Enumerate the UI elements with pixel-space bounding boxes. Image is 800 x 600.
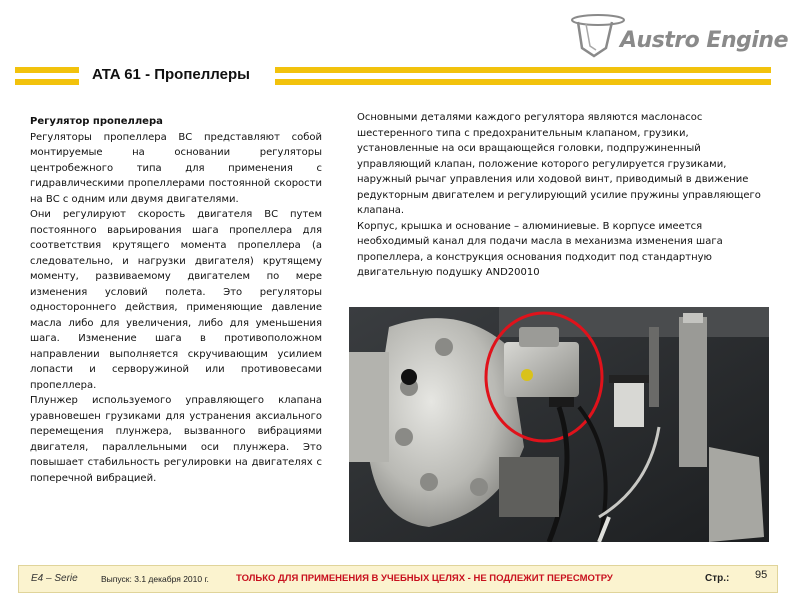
footer-bar (18, 565, 778, 593)
left-text-column (30, 114, 322, 486)
header-accent-bar-left (15, 67, 79, 85)
austro-engine-logo (568, 8, 788, 60)
footer-page-number: 95 (755, 569, 768, 581)
footer-series: E4 – Serie (31, 573, 78, 584)
left-paragraph-2: Они регулируют скорость двигателя ВС путем постоянного варьирования шага пропеллера для соответствия крутящего момента пропеллера (а следовательно, и нагрузки двигателя) крутящему моменту, развиваемому двигателем по мере изменения условий полета. Это регуляторы одностороннего действия, применяющие давление масла либо для увеличения, либо для уменьшения шага. Изменение шага в противоположном направлении выполняется скручивающим усилием лопасти и серворужиной или противовесами пропеллера. (30, 209, 322, 391)
right-text-column (357, 110, 762, 281)
brand-name: Austro Engine (620, 28, 788, 53)
section-title: Регулятор пропеллера (30, 116, 163, 127)
engine-governor-photo (349, 307, 769, 542)
footer-page-label: Стр.: (705, 573, 730, 584)
right-paragraph-2: Корпус, крышка и основание – алюминиевые. В корпусе имеется необходимый канал для подачи масла в механизма изменения шага пропеллера, а конструкция основания подходит под стандартную двигательную подушку AND20010 (357, 220, 723, 278)
left-paragraph-3: Плунжер используемого управляющего клапана уравновешен грузиками для устранения аксиального перемещения плунжера, вызванного вибрациями двигателя, параллельными оси плунжера. Это повышает стабильность регулировки на двигателях с поперечной вибрацией. (30, 395, 322, 484)
engine-photo-illustration (349, 307, 769, 542)
page-title: ATA 61 - Пропеллеры (92, 66, 250, 83)
footer-warning: ТОЛЬКО ДЛЯ ПРИМЕНЕНИЯ В УЧЕБНЫХ ЦЕЛЯХ - НЕ ПОДЛЕЖИТ ПЕРЕСМОТРУ (236, 573, 613, 584)
header-accent-bar-right (275, 67, 771, 85)
left-paragraph-1: Регуляторы пропеллера ВС представляют собой монтируемые на основании регуляторы центробежного типа для применения с гидравлическими пропеллерами постоянной скорости на ВС с одним или двумя двигателями. (30, 131, 322, 205)
right-paragraph-1: Основными деталями каждого регулятора являются маслонасос шестеренного типа с предохранительным клапаном, грузики, установленные на оси вращающейся головки, подпружиненный управляющий клапан, положение которого регулируется грузиками, наружный рычаг управления или ходовой винт, приводимый в движение редукторным двигателем и регулирующий усилие пружины управляющего клапана. (357, 112, 761, 216)
footer-issue-date: Выпуск: 3.1 декабря 2010 г. (101, 574, 209, 584)
